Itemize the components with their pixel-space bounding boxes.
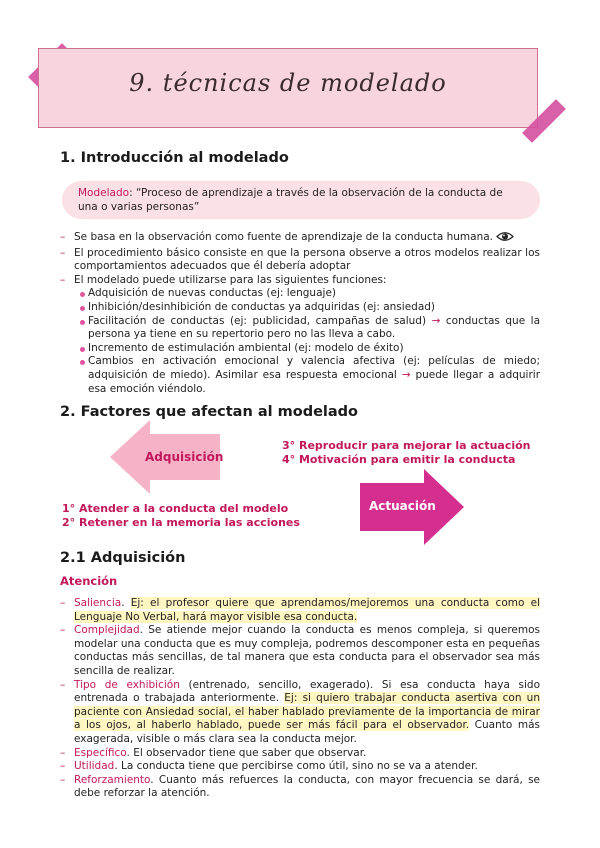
function-item: Facilitación de conductas (ej: publicidad, campañas de salud) → conductas que la persona ya tiene en su repertorio pero no las lleva a cabo. xyxy=(80,315,540,342)
list-item: – Complejidad. Se atiende mejor cuando la conducta es menos compleja, si queremos modelar una conducta que es muy compleja, podremos descomponer esta en pequeñas conductas más sencillas, de tal manera que esta conducta para el observador sea más sencilla de realizar. xyxy=(60,624,540,677)
dash-marker: – xyxy=(60,246,66,259)
bullet-icon xyxy=(80,320,85,325)
bullet-icon xyxy=(80,360,85,365)
bullet-icon xyxy=(80,306,85,311)
intro-list xyxy=(60,231,540,396)
dash-marker: – xyxy=(60,746,66,759)
eye-icon xyxy=(496,231,514,247)
right-arrow-icon: → xyxy=(401,368,411,381)
right-arrow-icon: → xyxy=(431,314,441,327)
step-3: 3° Reproducir para mejorar la actuación xyxy=(282,439,531,452)
definition-text: : “Proceso de aprendizaje a través de la observación de la conducta de una o varias personas” xyxy=(78,187,503,213)
factors-steps-actuacion xyxy=(282,439,531,467)
dash-marker: – xyxy=(60,273,66,286)
dash-marker: – xyxy=(60,760,66,773)
step-4: 4° Motivación para emitir la conducta xyxy=(282,453,516,466)
definition-box xyxy=(62,181,540,219)
list-item: – Saliencia. Ej: el profesor quiere que aprendamos/mejoremos una conducta como el Lenguaje No Verbal, hará mayor visible esa conducta. xyxy=(60,597,540,623)
list-item: – Reforzamiento. Cuanto más refuerces la conducta, con mayor frecuencia se dará, se debe reforzar la atención. xyxy=(60,773,540,800)
actuacion-label: Actuación xyxy=(369,499,436,513)
attention-list xyxy=(60,597,540,801)
dash-marker: – xyxy=(60,597,66,609)
bullet-icon xyxy=(80,347,85,352)
function-item: Incremento de estimulación ambiental (ej: modelo de éxito) xyxy=(80,342,540,356)
dash-marker: – xyxy=(60,624,66,637)
factors-steps-adquisicion xyxy=(62,502,300,530)
functions-list xyxy=(60,287,540,396)
definition-term: Modelado xyxy=(78,187,130,199)
section-heading: 2. Factores que afectan al modelado xyxy=(60,404,359,420)
section-heading: 2.1 Adquisición xyxy=(60,550,186,566)
function-item: Inhibición/desinhibición de conductas ya adquiridas (ej: ansiedad) xyxy=(80,301,540,315)
step-1: 1° Atender a la conducta del modelo xyxy=(62,502,289,515)
title-banner xyxy=(38,48,538,128)
list-item: – Específico. El observador tiene que saber que observar. xyxy=(60,746,367,759)
list-item: – Tipo de exhibición (entrenado, sencillo, exagerado). Si esa conducta haya sido entrenada o trabajada anteriormente. Ej: si quiero trabajar conducta asertiva con un paciente con Ansiedad social, el haber hablado previamente de la importancia de mirar a los ojos, al haberlo hablado, puede ser más fácil para el observador. Cuanto más exagerada, visible o más clara sea la conducta mejor. xyxy=(60,678,540,745)
list-item: – El modelado puede utilizarse para las siguientes funciones: xyxy=(60,273,387,286)
list-item: – Se basa en la observación como fuente de aprendizaje de la conducta humana. xyxy=(60,231,540,247)
list-item: – El procedimiento básico consiste en que la persona observe a otros modelos realizar los comportamientos adecuados que él debería adoptar xyxy=(60,246,540,273)
step-2: 2° Retener en la memoria las acciones xyxy=(62,516,300,529)
subsection-heading: Atención xyxy=(60,574,118,588)
adquisicion-label: Adquisición xyxy=(145,450,224,464)
list-item: – Utilidad. La conducta tiene que percibirse como útil, sino no se va a atender. xyxy=(60,760,478,773)
dash-marker: – xyxy=(60,231,66,243)
bullet-icon xyxy=(80,292,85,297)
dash-marker: – xyxy=(60,678,66,691)
section-heading: 1. Introducción al modelado xyxy=(60,150,289,166)
dash-marker: – xyxy=(60,773,66,786)
function-item: Cambios en activación emocional y valencia afectiva (ej: películas de miedo; adquisición de miedo). Asimilar esa respuesta emocional → puede llegar a adquirir esa emoción viéndolo. xyxy=(80,355,540,396)
function-item: Adquisición de nuevas conductas (ej: lenguaje) xyxy=(80,287,540,301)
page-title: 9. técnicas de modelado xyxy=(129,69,447,97)
